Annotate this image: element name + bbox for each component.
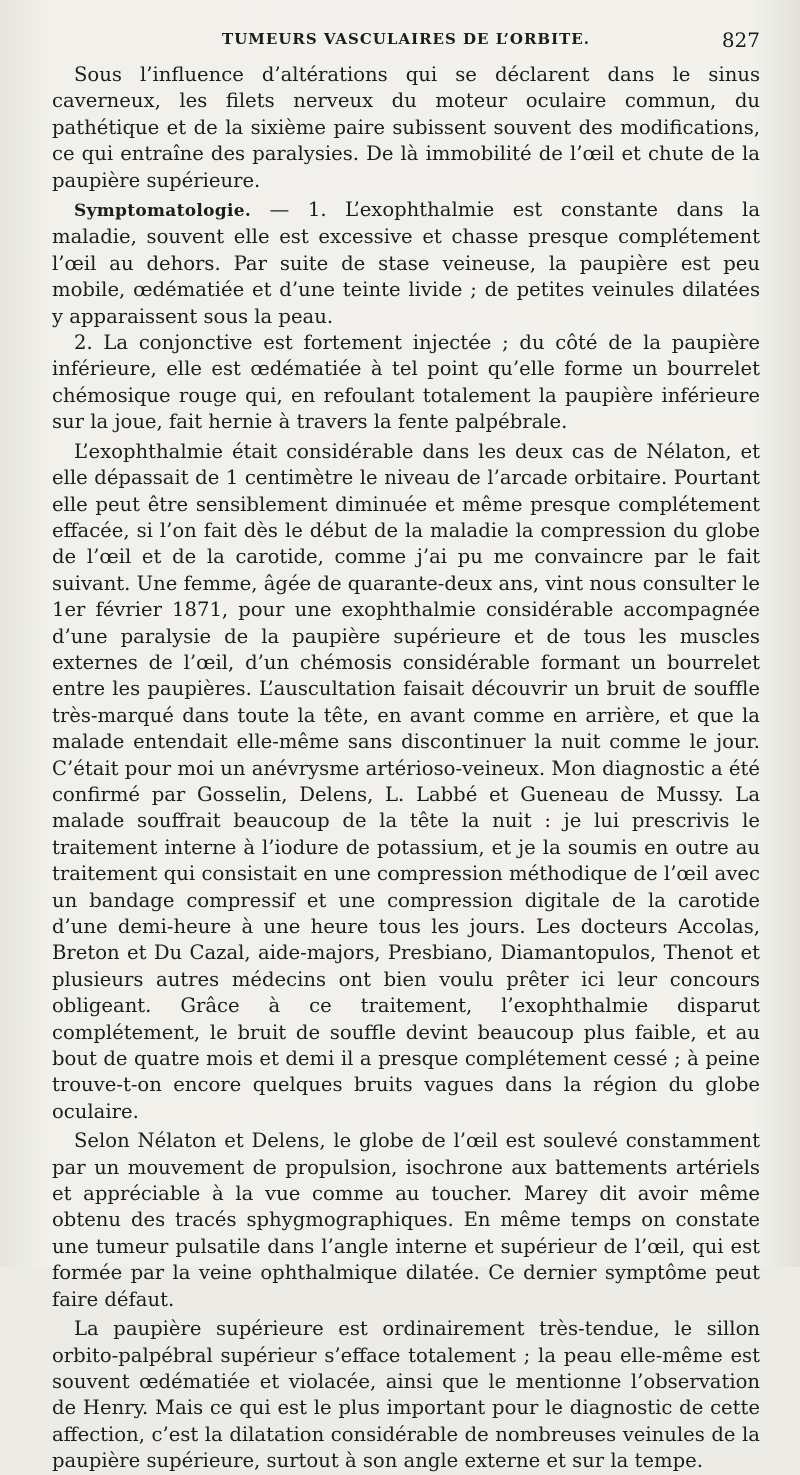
paragraph-observation: L’exophthalmie était considérable dans les deux cas de Nélaton, et elle dépassait de 1 centimètre le niveau de l’arcade orbitaire. Pourtant elle peut être sensiblement diminuée et même presque complétement effacée, si l’on fait dès le début de la maladie la compression du globe de l’œil et de la carotide, comme j’ai pu me convaincre par le fait suivant. Une femme, âgée de quarante-deux ans, vint nous consulter le 1er février 1871, pour une exophthalmie considérable accompagnée d’une paralysie de la paupière supérieure et de tous les muscles externes de l’œil, d’un chémosis considérable formant un bourrelet entre les paupières. L’auscultation faisait découvrir un bruit de souffle très-marqué dans toute la tête, en avant comme en arrière, et que la malade entendait elle-même sans discontinuer la nuit comme le jour. C’était pour moi un anévrysme artérioso-veineux. Mon diagnostic a été confirmé par Gosselin, Delens, L. Labbé et Gueneau de Mussy. La malade souffrait beaucoup de la tête la nuit : je lui prescrivis le traitement interne à l’iodure de potassium, et je la soumis en outre au traitement qui consistait en une compression méthodique de l’œil avec un bandage compressif et une compression digitale de la carotide d’une demi-heure à une heure tous les jours. Les docteurs Accolas, Breton et Du Cazal, aide-majors, Presbiano, Diamantopulos, Thenot et plusieurs autres médecins ont bien voulu prêter ici leur concours obligeant. Grâce à ce traitement, l’exophthalmie disparut complétement, le bruit de souffle devint beaucoup plus faible, et au bout de quatre mois et demi il a presque complétement cessé ; à peine trouve-t-on encore quelques bruits vagues dans la région du globe oculaire. (52, 439, 760, 1123)
paragraph-symptomatologie (52, 197, 760, 330)
body-text (52, 62, 760, 1475)
paragraph-paupiere: La paupière supérieure est ordinairement très-tendue, le sillon orbito-palpébral supérieur s’efface totalement ; la peau elle-même est souvent œdématiée et violacée, ainsi que le mentionne l’observation de Henry. Mais ce qui est le plus important pour le diagnostic de cette affection, c’est la dilatation considérable de nombreuses veinules de la paupière supérieure, surtout à son angle externe et sur la tempe. (52, 1317, 760, 1473)
section-heading-symptomatologie: Symptomatologie. (74, 201, 252, 222)
paragraph-symptomatologie-text: — 1. L’exophthalmie est constante dans la maladie, souvent elle est excessive et chasse presque complétement l’œil au dehors. Par suite de stase veineuse, la paupière est peu mobile, œdématiée et d’une teinte livide ; de petites veinules dilatées y apparaissent sous la peau. (52, 198, 760, 328)
paragraph-conjonctive: 2. La conjonctive est fortement injectée ; du côté de la paupière inférieure, elle est œdématiée à tel point qu’elle forme un bourrelet chémosique rouge qui, en refoulant totalement la paupière inférieure sur la joue, fait hernie à travers la fente palpébrale. (52, 331, 760, 434)
page-header (52, 22, 760, 56)
paragraph-propulsion: Selon Nélaton et Delens, le globe de l’œil est soulevé constamment par un mouvement de propulsion, isochrone aux battements artériels et appréciable à la vue comme au toucher. Marey dit avoir même obtenu des tracés sphygmographiques. En même temps on constate une tumeur pulsatile dans l’angle interne et supérieur de l’œil, qui est formée par la veine ophthalmique dilatée. Ce dernier symptôme peut faire défaut. (52, 1129, 760, 1311)
paragraph-paralysies: Sous l’influence d’altérations qui se déclarent dans le sinus caverneux, les filets nerveux du moteur oculaire commun, du pathétique et de la sixième paire subissent souvent des modifications, ce qui entraîne des paralysies. De là immobilité de l’œil et chute de la paupière supérieure. (52, 63, 760, 192)
page-number: 827 (721, 28, 760, 52)
running-title: TUMEURS VASCULAIRES DE L’ORBITE. (222, 30, 590, 48)
